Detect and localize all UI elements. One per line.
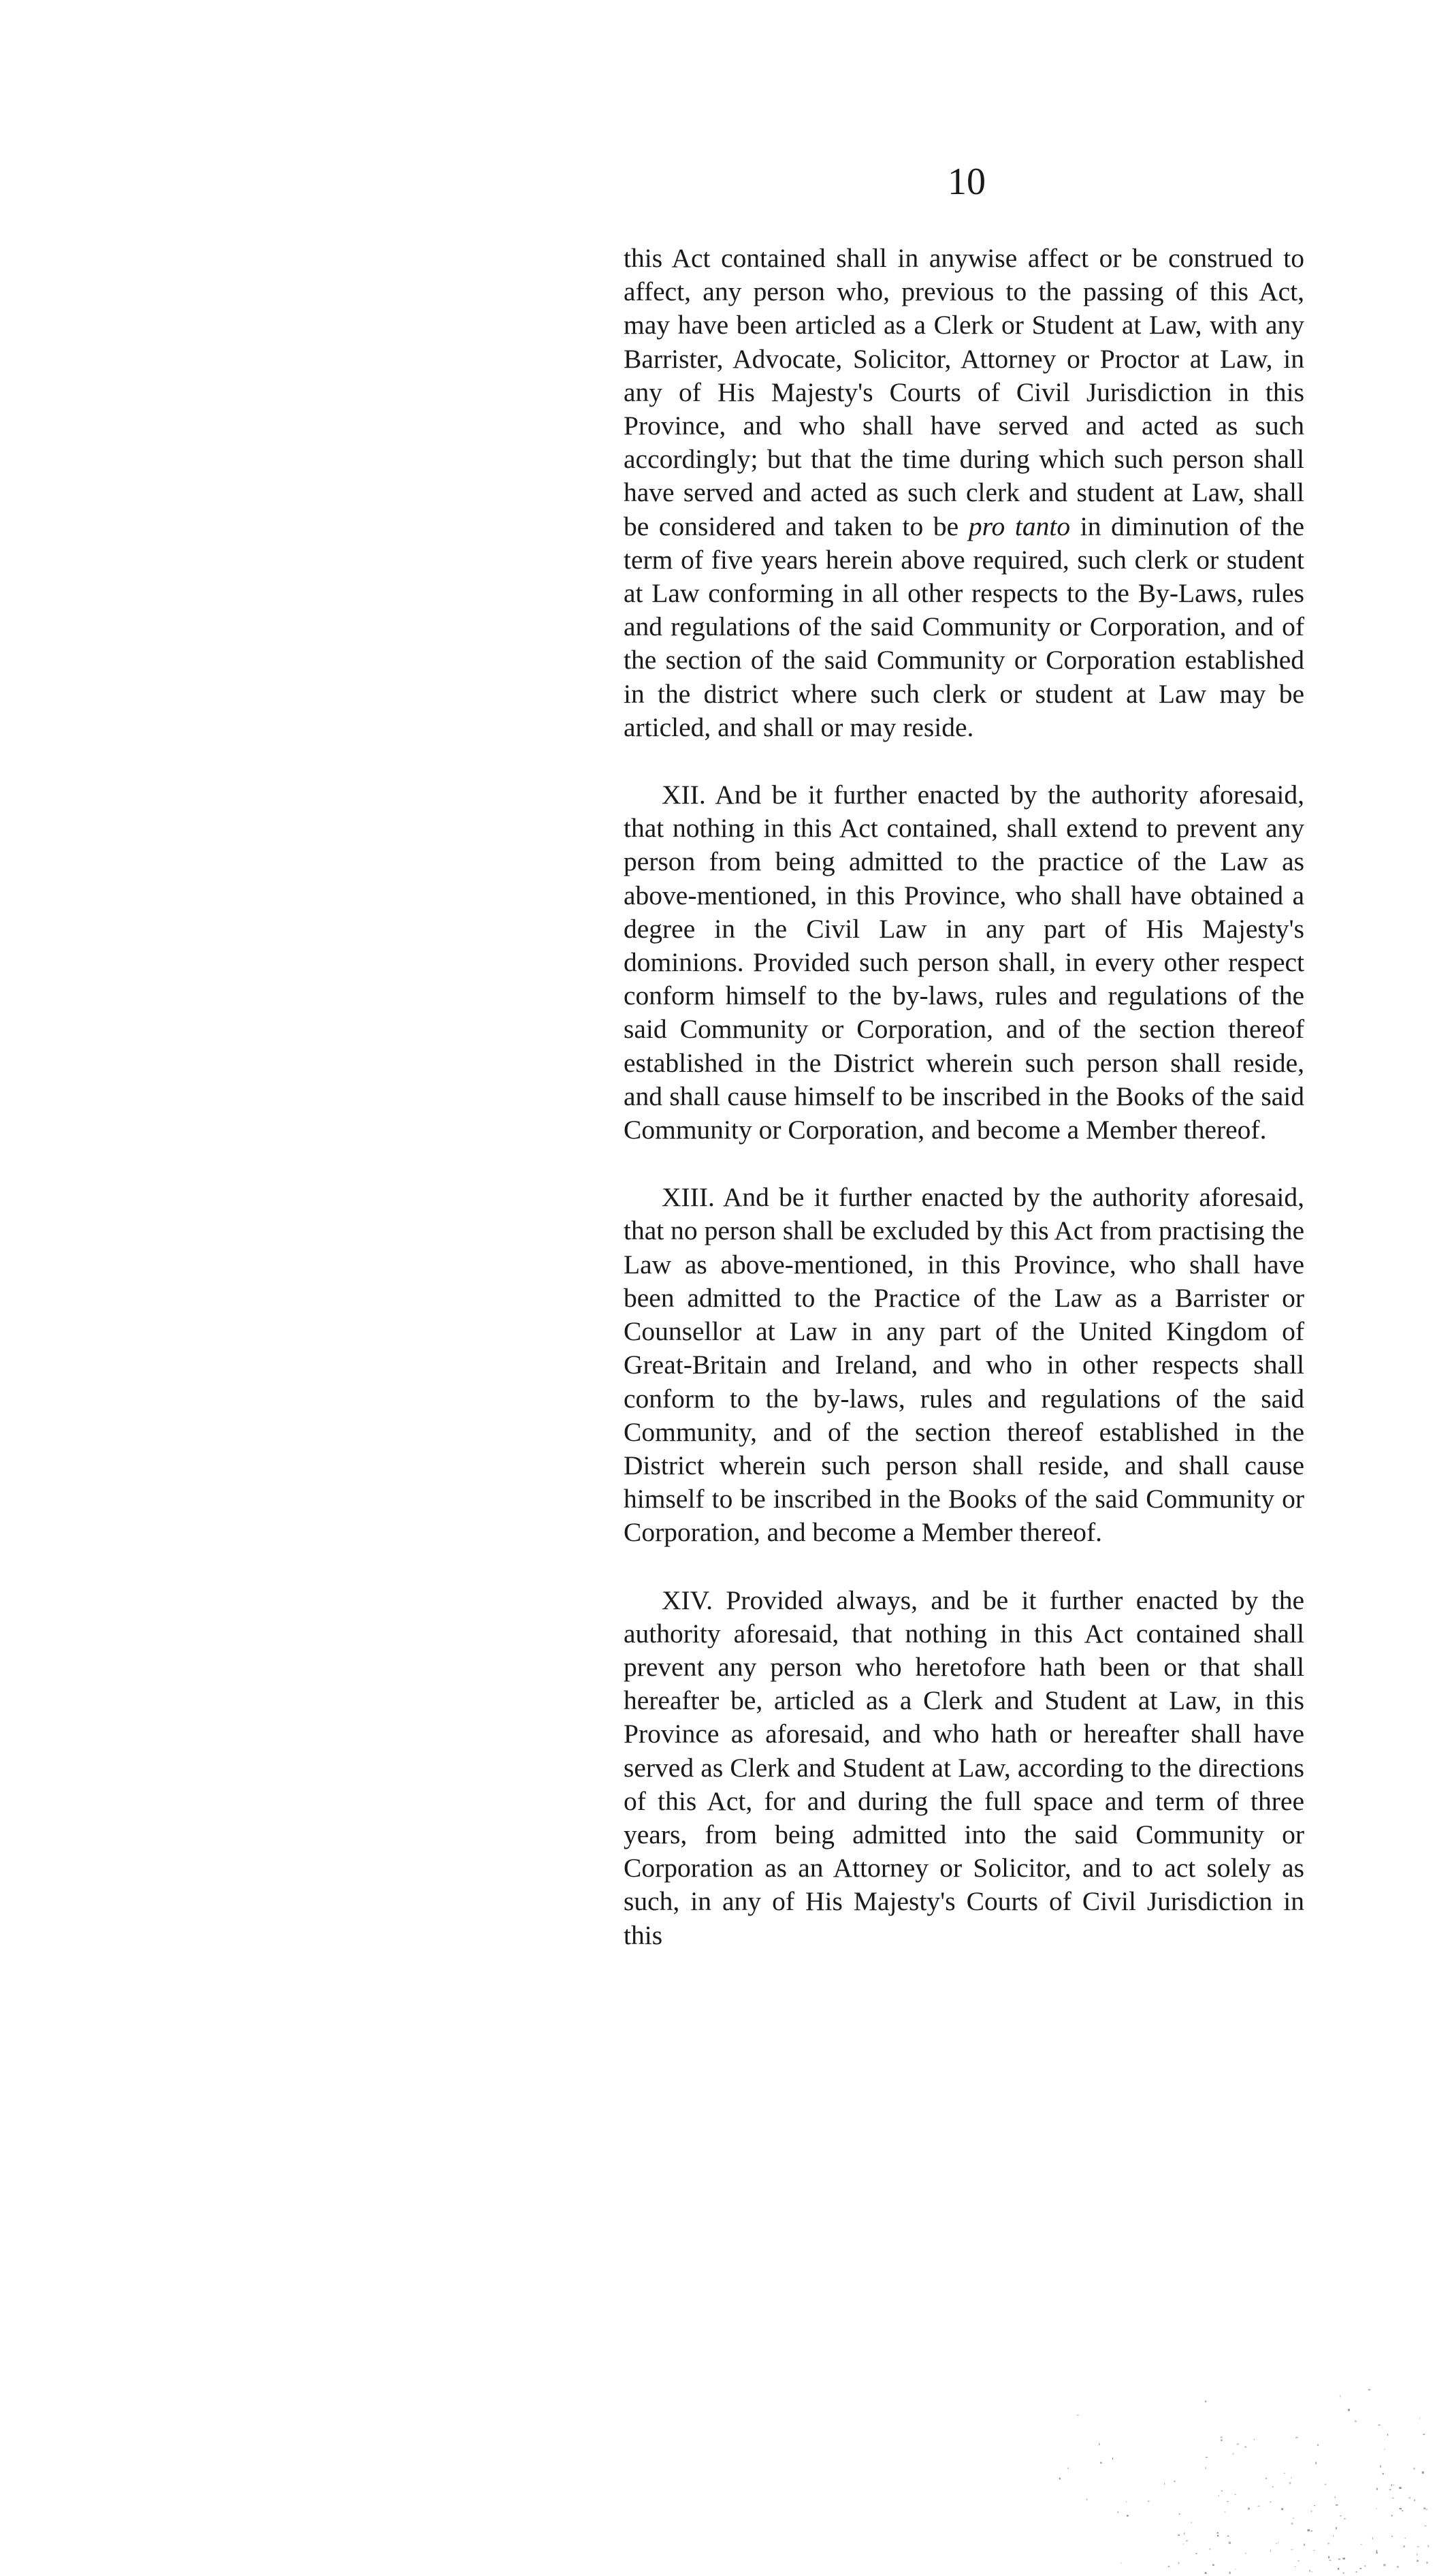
speckle-dot [1270, 2501, 1271, 2502]
speckle-dot [1376, 2488, 1378, 2490]
speckle-dot [1329, 2560, 1331, 2561]
speckle-dot [1291, 2549, 1293, 2550]
speckle-dot [1276, 2543, 1277, 2545]
speckle-dot [1117, 2511, 1118, 2513]
speckle-dot [1383, 2564, 1385, 2566]
speckle-dot [1284, 2473, 1285, 2474]
speckle-dot [1295, 2437, 1298, 2438]
speckle-dot [1408, 2497, 1410, 2499]
speckle-dot [1376, 2552, 1378, 2554]
speckle-dot [1425, 2509, 1428, 2510]
speckle-dot [1413, 2468, 1415, 2470]
speckle-dot [1178, 2513, 1180, 2515]
speckle-dot [1281, 2508, 1283, 2510]
speckle-dot [1244, 2447, 1246, 2448]
speckle-dot [1403, 2545, 1405, 2547]
speckle-dot [1355, 2420, 1357, 2422]
speckle-dot [1400, 2508, 1402, 2509]
speckle-dot [1387, 2434, 1388, 2436]
speckle-dot [1391, 2484, 1392, 2486]
speckle-dot [1380, 2465, 1381, 2467]
speckle-dot [1237, 2443, 1239, 2445]
speckle-dot [1120, 2563, 1122, 2564]
speckle-dot [1335, 2496, 1336, 2498]
section-xii: XII. And be it further enacted by the authority aforesaid, that nothing in this Act contained, shall extend to prevent any person from being admitted to the practice of the Law as above-mentioned, in this Province, who shall have obtained a degree in the Civil Law in any part of His Majesty's dominions. Provided such person shall, in every other respect conform himself to the by-laws, rules and regulations of the said Community or Corporation, and of the section thereof established in the District wherein such person shall reside, and shall cause himself to be inscribed in the Books of the said Community or Corporation, and become a Member thereof. [624, 780, 1304, 1145]
speckle-dot [1221, 2439, 1223, 2441]
speckle-dot [1126, 2502, 1127, 2503]
speckle-dot [1399, 2487, 1401, 2489]
speckle-dot [1221, 2490, 1223, 2492]
speckle-dot [1245, 2553, 1246, 2554]
speckle-dot [1178, 2562, 1179, 2564]
speckle-dot [1196, 2553, 1197, 2554]
speckle-dot [1336, 2527, 1337, 2529]
speckle-dot [1311, 2511, 1312, 2513]
speckle-dot [1148, 2500, 1150, 2502]
speckle-dot [1233, 2453, 1234, 2455]
speckle-dot [1205, 2572, 1207, 2574]
speckle-dot [1229, 2572, 1231, 2574]
section-xiv: XIV. Provided always, and be it further enacted by the authority aforesaid, that nothing in this Act contained shall prevent any person who heretofore hath been or that shall hereafter be, articled as a Clerk and Student at Law, in this Province as aforesaid, and who hath or hereafter shall have served as Clerk and Student at Law, according to the directions of this Act, for and during the full space and term of three years, from being admitted into the said Community or Corporation as an Attorney or Solicitor, and to act solely as such, in any of His Majesty's Courts of Civil Jurisdiction in this [624, 1585, 1304, 1950]
speckle-dot [1212, 2564, 1214, 2566]
speckle-dot [1100, 2462, 1102, 2464]
speckle-dot [1217, 2535, 1219, 2537]
body-text [624, 242, 1304, 1952]
speckle-dot [1099, 2443, 1100, 2445]
paragraph-text-after: in diminution of the term of five years herein above required, such clerk or student at Law conforming in all other respects to the By-Laws, rules and regulations of the said Community or Corporation, and of the section of the said Community or Corporation established in the district where such clerk or student at Law may be articled, and shall or may reside. [624, 511, 1304, 742]
speckle-dot [1291, 2477, 1292, 2479]
speckle-dot [1297, 2560, 1300, 2561]
speckle-dot [1356, 2571, 1357, 2572]
speckle-dot [1174, 2481, 1176, 2482]
speckle-dot [1364, 2565, 1366, 2567]
speckle-dot [1419, 2417, 1420, 2419]
speckle-dot [1405, 2538, 1406, 2539]
section-xiii: XIII. And be it further enacted by the authority aforesaid, that no person shall be excluded by this Act from practising the Law as above-mentioned, in this Province, who shall have been admitted to the Practice of the Law as a Barrister or Counsellor at Law in any part of the United Kingdom of Great-Britain and Ireland, and who in other respects shall conform to the by-laws, rules and regulations of the said Community, and of the section thereof established in the District wherein such person shall reside, and shall cause himself to be inscribed in the Books of the said Community or Corporation, and become a Member thereof. [624, 1182, 1304, 1548]
scan-speckle-noise [1021, 2383, 1430, 2574]
speckle-dot [1336, 2505, 1338, 2506]
speckle-dot [1168, 2566, 1170, 2567]
paragraph-text-before: this Act contained shall in anywise affect or be construed to affect, any person who, previous to the passing of this Act, may have been articled as a Clerk or Student at Law, with any Barrister, Advocate, Solicitor, Attorney or Proctor at Law, in any of His Majesty's Courts of Civil Jurisdiction in this Province, and who shall have served and acted as such accordingly; but that the time during which such person shall have served and acted as such clerk and student at Law, shall be considered and taken to be [624, 243, 1304, 541]
speckle-dot [1428, 2545, 1429, 2547]
speckle-dot [1315, 2462, 1317, 2464]
speckle-dot [1348, 2409, 1350, 2411]
speckle-dot [1422, 2471, 1424, 2473]
speckle-dot [1309, 2570, 1310, 2572]
speckle-dot [1209, 2548, 1210, 2549]
speckle-dot [1368, 2389, 1370, 2391]
speckle-dot [1417, 2560, 1419, 2562]
speckle-dot [1417, 2546, 1419, 2547]
speckle-dot [1328, 2556, 1329, 2558]
speckle-dot [1183, 2544, 1184, 2545]
speckle-dot [1314, 2550, 1315, 2551]
speckle-dot [1423, 2434, 1425, 2435]
speckle-dot [1391, 2515, 1393, 2516]
speckle-dot [1178, 2534, 1180, 2536]
speckle-dot [1308, 2529, 1310, 2531]
speckle-dot [1384, 2449, 1385, 2450]
speckle-dot [1389, 2489, 1391, 2490]
speckle-dot [1343, 2573, 1344, 2574]
speckle-dot [1317, 2445, 1319, 2446]
speckle-dot [1206, 2457, 1208, 2458]
speckle-dot [1164, 2483, 1165, 2485]
speckle-dot [1372, 2537, 1373, 2540]
speckle-dot [1344, 2518, 1346, 2519]
speckle-dot [1338, 2558, 1340, 2560]
speckle-dot [1402, 2510, 1403, 2511]
speckle-dot [1205, 2400, 1206, 2402]
speckle-dot [1059, 2478, 1061, 2480]
speckle-dot [1340, 2515, 1342, 2516]
paragraph-continuation [624, 242, 1304, 744]
speckle-dot [1360, 2568, 1362, 2569]
speckle-dot [1291, 2523, 1293, 2525]
speckle-dot [1340, 2395, 1341, 2397]
speckle-dot [1289, 2482, 1291, 2484]
speckle-dot [1127, 2515, 1129, 2516]
speckle-dot [1217, 2532, 1219, 2534]
speckle-dot [1205, 2467, 1206, 2469]
speckle-dot [1272, 2486, 1274, 2487]
speckle-dot [1224, 2511, 1225, 2513]
speckle-dot [1186, 2541, 1188, 2542]
speckle-dot [1391, 2536, 1393, 2537]
speckle-dot [1235, 2494, 1236, 2495]
speckle-dot [1314, 2505, 1315, 2506]
speckle-dot [1227, 2501, 1229, 2502]
speckle-dot [1258, 2506, 1260, 2507]
speckle-dot [1270, 2549, 1271, 2551]
speckle-dot [1304, 2544, 1305, 2546]
speckle-dot [1227, 2536, 1229, 2537]
speckle-dot [1191, 2522, 1193, 2524]
speckle-dot [1112, 2458, 1113, 2460]
speckle-dot [1378, 2425, 1380, 2426]
italic-term: pro tanto [968, 511, 1071, 541]
speckle-dot [1426, 2562, 1428, 2564]
speckle-dot [1325, 2484, 1327, 2485]
speckle-dot [1068, 2468, 1069, 2469]
speckle-dot [1086, 2498, 1088, 2500]
speckle-dot [1383, 2473, 1385, 2475]
speckle-dot [1310, 2530, 1312, 2531]
speckle-dot [1221, 2436, 1223, 2438]
speckle-dot [1248, 2508, 1250, 2510]
speckle-dot [1333, 2535, 1334, 2537]
speckle-dot [1265, 2478, 1267, 2479]
speckle-dot [1327, 2543, 1329, 2545]
speckle-dot [1229, 2542, 1231, 2544]
speckle-dot [1397, 2566, 1399, 2568]
speckle-dot [1360, 2544, 1361, 2545]
speckle-dot [1423, 2507, 1425, 2509]
speckle-dot [1376, 2550, 1377, 2552]
speckle-dot [1338, 2568, 1339, 2570]
page-number: 10 [948, 161, 986, 203]
speckle-dot [1342, 2558, 1345, 2560]
speckle-dot [1254, 2439, 1255, 2440]
speckle-dot [1293, 2517, 1294, 2519]
speckle-dot [1414, 2500, 1415, 2501]
